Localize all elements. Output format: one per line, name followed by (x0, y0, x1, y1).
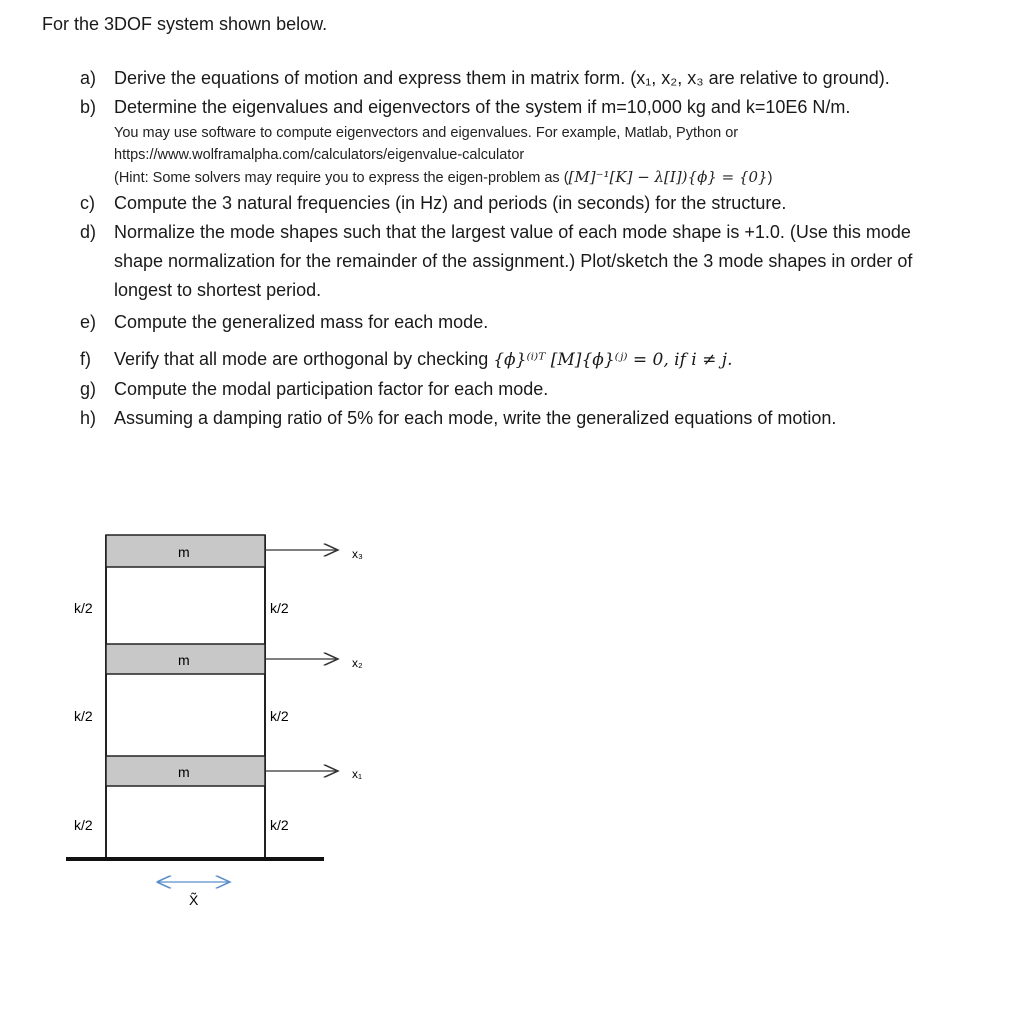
spring-label: k/2 (74, 817, 93, 833)
question-label: e) (80, 312, 97, 332)
question-label: g) (80, 379, 97, 399)
dof-label-x3: x₃ (352, 547, 363, 561)
hint-line-1: You may use software to compute eigenvectors and eigenvalues. For example, Matlab, Python or (114, 125, 739, 141)
question-label: c) (80, 193, 95, 213)
question-label: a) (80, 68, 97, 88)
question-text: Compute the generalized mass for each mode. (114, 312, 489, 332)
question-label: b) (80, 97, 97, 117)
spring-label: k/2 (270, 600, 289, 616)
question-label: f) (80, 349, 91, 369)
question-text: Verify that all mode are orthogonal by checking (114, 349, 494, 369)
dof-label-x2: x₂ (352, 656, 363, 670)
mass-label: m (178, 544, 190, 560)
question-text: Compute the modal participation factor for each mode. (114, 379, 549, 399)
question-text: Derive the equations of motion and express them in matrix form. (x₁, x₂, x₃ are relative to ground). (114, 68, 890, 88)
hint-text: (Hint: Some solvers may require you to express the eigen-problem as ( (114, 170, 569, 186)
question-text: Normalize the mode shapes such that the largest value of each mode shape is +1.0. (Use this mode shape normalization for the remainder of the assignment.) Plot/sketch the 3 mode shapes in order of longest to shortest period. (114, 222, 913, 300)
mass-label: m (178, 764, 190, 780)
spring-label: k/2 (270, 817, 289, 833)
question-text: Compute the 3 natural frequencies (in Hz) and periods (in seconds) for the structure. (114, 193, 787, 213)
question-label: d) (80, 222, 97, 242)
intro-text: For the 3DOF system shown below. (42, 14, 328, 34)
hint-link[interactable]: https://www.wolframalpha.com/calculators/eigenvalue-calculator (114, 147, 525, 163)
spring-label: k/2 (270, 708, 289, 724)
dof-label-x1: x₁ (352, 767, 363, 781)
orthogonality-equation: {ϕ}⁽ⁱ⁾ᵀ [M]{ϕ}⁽ʲ⁾ = 0, if i ≠ j. (493, 350, 733, 370)
question-label: h) (80, 408, 97, 428)
mass-label: m (178, 652, 190, 668)
question-text: Determine the eigenvalues and eigenvectors of the system if m=10,000 kg and k=10E6 N/m. (114, 97, 851, 117)
ground-motion-label: X̃ (189, 892, 199, 908)
spring-label: k/2 (74, 600, 93, 616)
hint-end: ) (767, 170, 773, 186)
question-text: Assuming a damping ratio of 5% for each mode, write the generalized equations of motion. (114, 408, 837, 428)
spring-label: k/2 (74, 708, 93, 724)
eigen-equation: [M]⁻¹[K] − λ[I]){ϕ} = {0} (568, 168, 768, 186)
